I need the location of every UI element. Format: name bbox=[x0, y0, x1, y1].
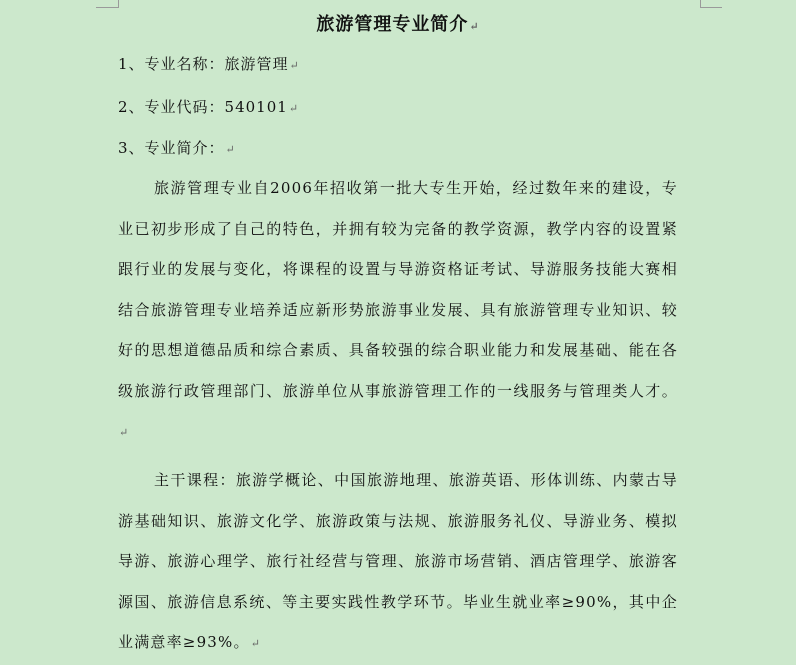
item-major-intro: 3、专业简介：↵ bbox=[118, 139, 236, 157]
paragraph-mark-icon: ↵ bbox=[119, 426, 130, 439]
paragraph-mark-icon: ↵ bbox=[289, 59, 300, 72]
margin-corner-right bbox=[700, 0, 723, 8]
paragraph-mark-icon: ↵ bbox=[250, 637, 262, 650]
paragraph-mark-icon: ↵ bbox=[288, 102, 300, 115]
item-major-code: 2、专业代码：540101↵ bbox=[118, 98, 300, 116]
item-major-name: 1、专业名称：旅游管理↵ bbox=[118, 55, 300, 73]
intro-paragraph: 旅游管理专业自2006年招收第一批大专生开始，经过数年来的建设，专业已初步形成了自己的特色，并拥有较为完备的教学资源，教学内容的设置紧跟行业的发展与变化，将课程的设置与导游资格证考试、导游服务技能大赛相结合旅游管理专业培养适应新形势旅游事业发展、具有旅游管理专业知识、较好的思想道德品质和综合素质、具备较强的综合职业能力和发展基础、能在各级旅游行政管理部门、旅游单位从事旅游管理工作的一线服务与管理类人才。↵ bbox=[118, 179, 678, 439]
paragraph-mark-icon: ↵ bbox=[469, 20, 480, 33]
document-title: 旅游管理专业简介↵ bbox=[316, 14, 480, 35]
courses-paragraph: 主干课程：旅游学概论、中国旅游地理、旅游英语、形体训练、内蒙古导游基础知识、旅游文化学、旅游政策与法规、旅游服务礼仪、导游业务、模拟导游、旅游心理学、旅行社经营与管理、旅游市场营销、酒店管理学、旅游客源国、旅游信息系统、等主要实践性教学环节。毕业生就业率≥90%，其中企业满意率≥93%。↵ bbox=[118, 471, 678, 651]
paragraph-mark-icon: ↵ bbox=[225, 143, 236, 156]
margin-corner-left bbox=[96, 0, 119, 8]
